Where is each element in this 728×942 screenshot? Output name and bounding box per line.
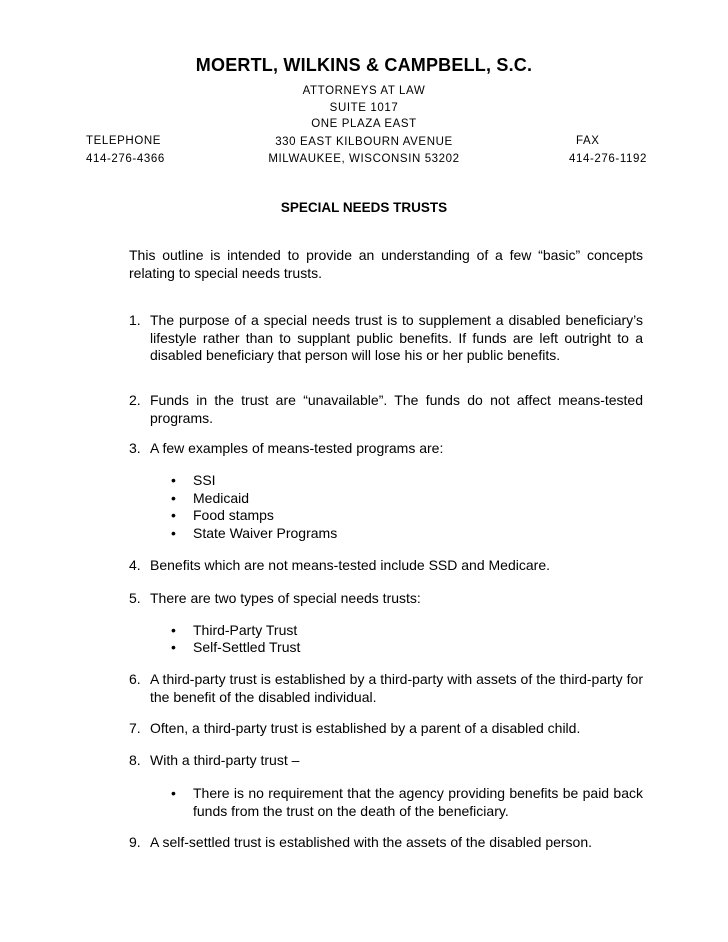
list-item [129, 557, 643, 575]
item-number: 1. [129, 312, 141, 328]
item-number: 4. [129, 557, 141, 573]
item-number: 6. [129, 671, 141, 687]
bullet-item [171, 525, 643, 543]
bullet-text: State Waiver Programs [193, 525, 338, 541]
list-item [129, 590, 643, 608]
bullet-item [171, 622, 643, 640]
bullet-icon: • [171, 785, 176, 801]
bullet-icon: • [171, 622, 176, 638]
bullet-item [171, 490, 643, 508]
item-text: With a third-party trust – [150, 752, 300, 768]
item-number: 5. [129, 590, 141, 606]
item-text: Often, a third-party trust is established by a parent of a disabled child. [150, 720, 581, 736]
firm-line-attorneys: ATTORNEYS AT LAW [302, 85, 426, 97]
firm-name: MOERTL, WILKINS & CAMPBELL, S.C. [195, 55, 533, 75]
bullet-text: Medicaid [193, 490, 250, 506]
fax-label: FAX [576, 135, 600, 147]
item-number: 9. [129, 834, 141, 850]
intro-paragraph: This outline is intended to provide an understanding of a few “basic” concepts relating to special needs trusts. [129, 247, 643, 281]
firm-line-suite: SUITE 1017 [329, 102, 399, 114]
item-number: 3. [129, 440, 141, 456]
item-text: There are two types of special needs trusts: [150, 590, 421, 606]
bullet-icon: • [171, 490, 176, 506]
bullet-icon: • [171, 639, 176, 655]
list-item [129, 392, 643, 427]
list-item [129, 720, 643, 738]
list-item [129, 440, 643, 458]
bullet-icon: • [171, 472, 176, 488]
bullet-text: SSI [193, 472, 216, 488]
list-item [129, 671, 643, 706]
document-title: SPECIAL NEEDS TRUSTS [280, 200, 448, 215]
list-item [129, 834, 643, 852]
item-number: 8. [129, 752, 141, 768]
firm-line-building: ONE PLAZA EAST [311, 118, 417, 130]
bullet-item [171, 472, 643, 490]
item-text: A third-party trust is established by a third-party with assets of the third-party for the benefit of the disabled individual. [150, 671, 643, 705]
telephone-label: TELEPHONE [86, 135, 162, 147]
bullet-text: Self-Settled Trust [193, 639, 301, 655]
bullet-icon: • [171, 507, 176, 523]
telephone-number: 414-276-4366 [86, 153, 165, 165]
item-text: A few examples of means-tested programs are: [150, 440, 444, 456]
item-text: Funds in the trust are “unavailable”. The funds do not affect means-tested programs. [150, 392, 643, 426]
fax-number: 414-276-1192 [569, 153, 647, 165]
bullet-item [171, 639, 643, 657]
firm-street-address: 330 EAST KILBOURN AVENUE [275, 136, 453, 148]
bullet-text: There is no requirement that the agency providing benefits be paid back funds from the trust on the death of the beneficiary. [193, 785, 643, 819]
bullet-text: Food stamps [193, 507, 274, 523]
list-item [129, 312, 643, 365]
firm-city: MILWAUKEE, WISCONSIN 53202 [268, 153, 460, 165]
item-text: Benefits which are not means-tested include SSD and Medicare. [150, 557, 550, 573]
bullet-text: Third-Party Trust [193, 622, 298, 638]
item-number: 7. [129, 720, 141, 736]
item-number: 2. [129, 392, 141, 408]
item-text: A self-settled trust is established with the assets of the disabled person. [150, 834, 593, 850]
list-item [129, 752, 643, 770]
item-text: The purpose of a special needs trust is to supplement a disabled beneficiary’s lifestyle rather than to supplant public benefits. If funds are left outright to a disabled beneficiary that person will lose his or her public benefits. [150, 312, 643, 364]
bullet-icon: • [171, 525, 176, 541]
bullet-item [171, 785, 643, 820]
bullet-item [171, 507, 643, 525]
